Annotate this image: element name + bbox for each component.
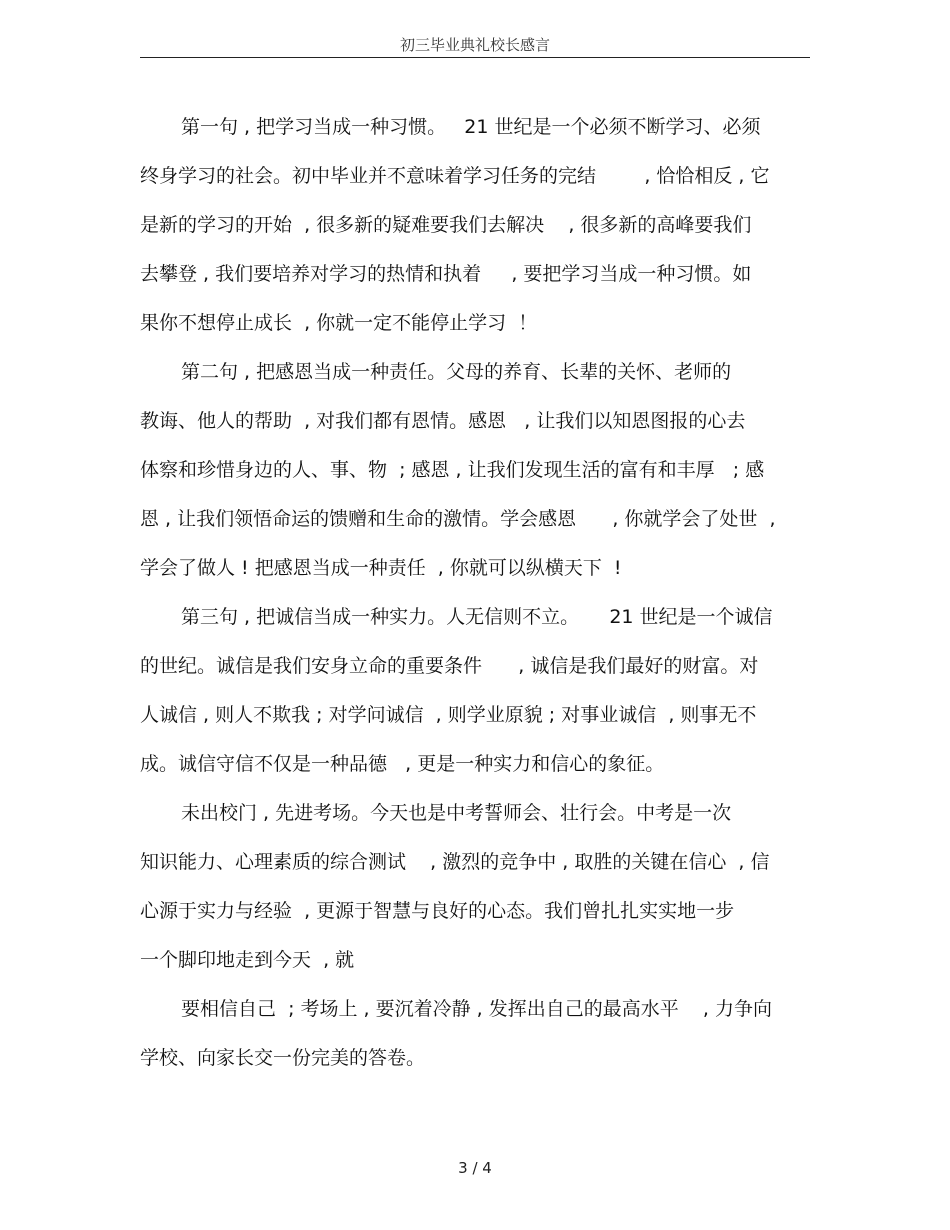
text-line: 第二句 , 把感恩当成一种责任。父母的养育、长辈的关怀、老师的 — [181, 361, 732, 383]
paragraph-3 — [140, 593, 815, 789]
header-divider — [140, 57, 810, 58]
document-body — [140, 103, 815, 1083]
text-line: 体察和珍惜身边的人、事、物 ; 感恩 , 让我们发现生活的富有和丰厚 ; 感 — [140, 459, 765, 481]
text-line: 的世纪。诚信是我们安身立命的重要条件 , 诚信是我们最好的财富。对 — [140, 655, 759, 677]
text-line: 果你不想停止成长 , 你就一定不能停止学习 ！ — [140, 312, 538, 334]
page-header-title: 初三毕业典礼校长感言 — [399, 36, 550, 54]
text-line: 学会了做人 ! 把感恩当成一种责任 , 你就可以纵横天下 ! — [140, 557, 622, 579]
text-line: 一个脚印地走到今天 , 就 — [140, 949, 355, 971]
text-line: 终身学习的社会。初中毕业并不意味着学习任务的完结 , 恰恰相反 , 它 — [140, 165, 770, 187]
text-line: 成。诚信守信不仅是一种品德 , 更是一种实力和信心的象征。 — [140, 753, 665, 775]
text-line: 学校、向家长交一份完美的答卷。 — [140, 1047, 426, 1069]
text-line: 第一句 , 把学习当成一种习惯。 21 世纪是一个必须不断学习、必须 — [181, 116, 761, 138]
paragraph-2 — [140, 348, 815, 593]
text-line: 是新的学习的开始 , 很多新的疑难要我们去解决 , 很多新的高峰要我们 — [140, 214, 752, 236]
text-line: 要相信自己 ; 考场上 , 要沉着冷静 , 发挥出自己的最高水平 , 力争向 — [181, 998, 772, 1020]
page-number: 3 / 4 — [458, 1159, 492, 1177]
text-line: 知识能力、心理素质的综合测试 , 激烈的竞争中 , 取胜的关键在信心 , 信 — [140, 851, 770, 873]
text-line: 教诲、他人的帮助 , 对我们都有恩情。感恩 , 让我们以知恩图报的心去 — [140, 410, 746, 432]
text-line: 未出校门 , 先进考场。今天也是中考誓师会、壮行会。中考是一次 — [181, 802, 732, 824]
text-line: 去攀登 , 我们要培养对学习的热情和执着 , 要把学习当成一种习惯。如 — [140, 263, 752, 285]
text-line: 第三句 , 把诚信当成一种实力。人无信则不立。 21 世纪是一个诚信 — [181, 606, 773, 628]
text-line: 恩 , 让我们领悟命运的馈赠和生命的激情。学会感恩 , 你就学会了处世 , — [140, 508, 776, 530]
paragraph-1 — [140, 103, 815, 348]
paragraph-4 — [140, 789, 815, 985]
text-line: 人诚信 , 则人不欺我 ; 对学问诚信 , 则学业原貌 ; 对事业诚信 , 则事无不 — [140, 704, 757, 726]
text-line: 心源于实力与经验 , 更源于智慧与良好的心态。我们曾扎扎实实地一步 — [140, 900, 735, 922]
paragraph-5 — [140, 985, 815, 1083]
